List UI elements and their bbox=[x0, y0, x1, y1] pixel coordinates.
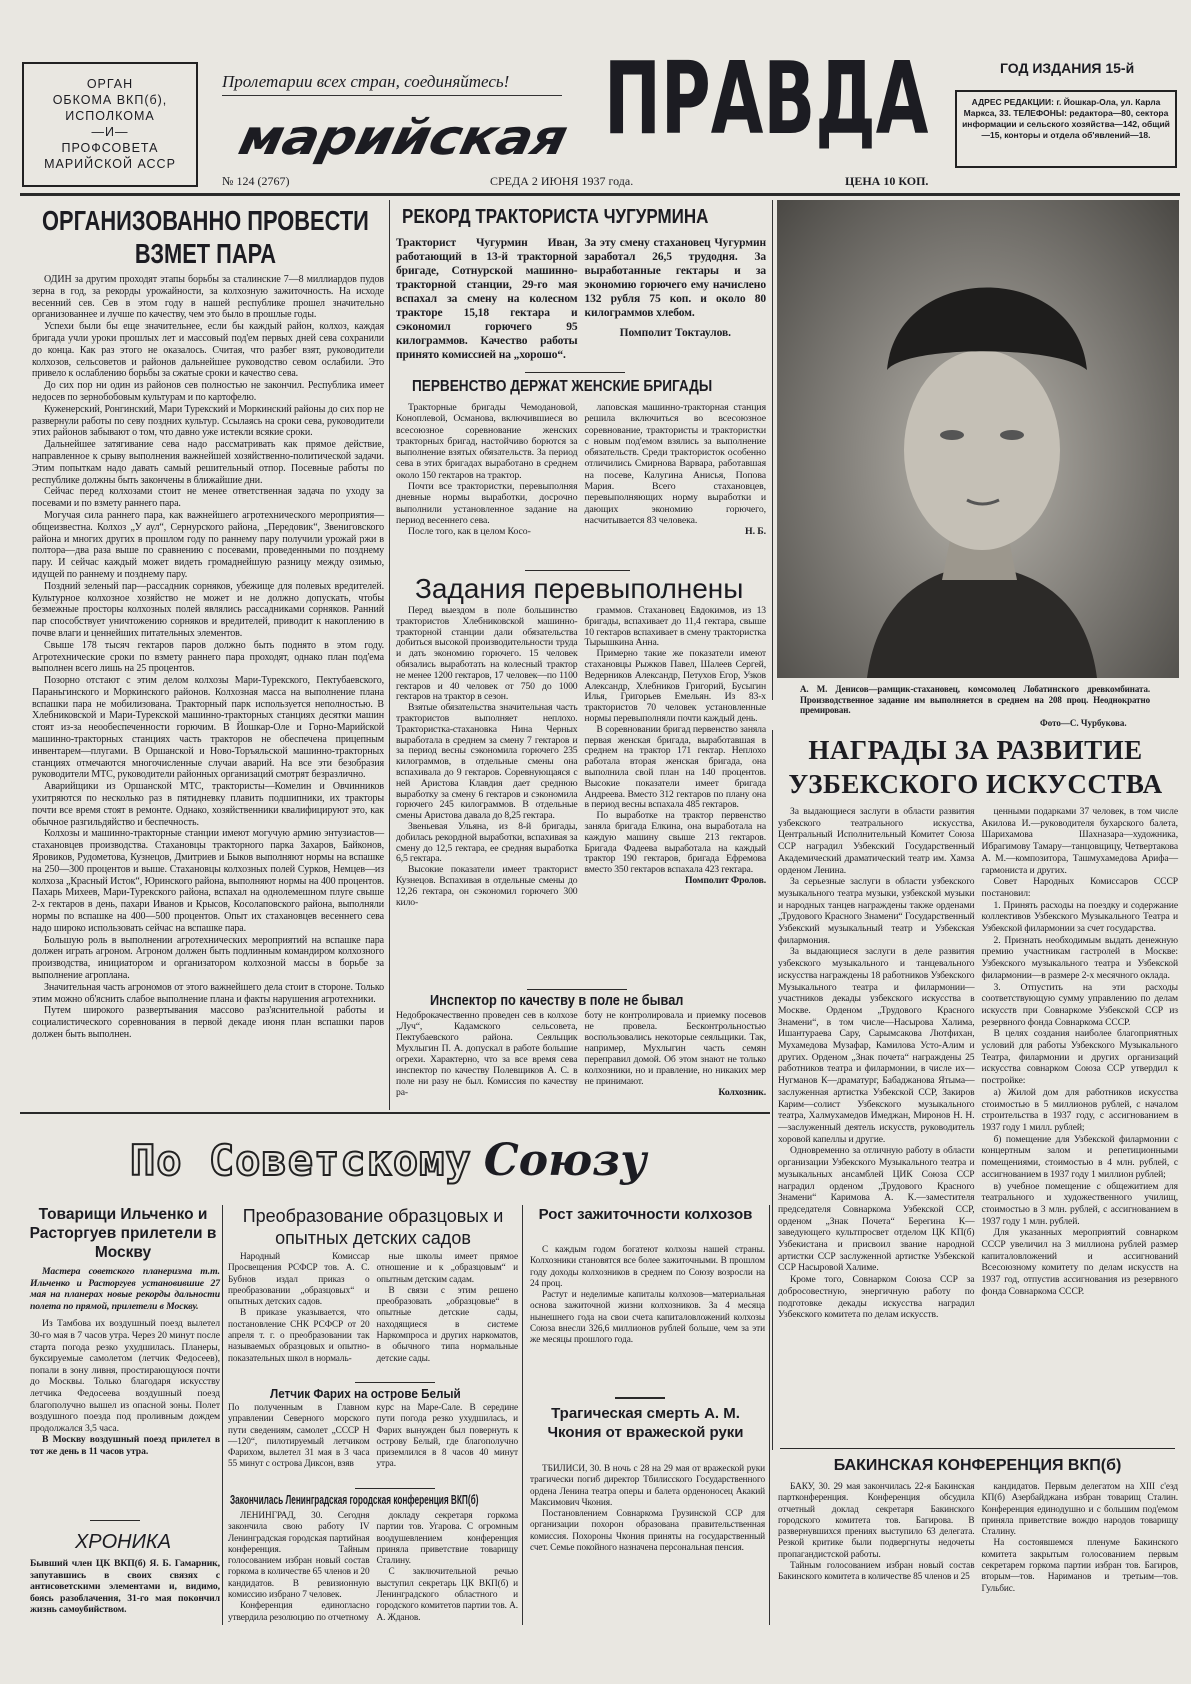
organ-line: ОБКОМА ВКП(б), bbox=[52, 93, 168, 107]
divider bbox=[525, 372, 625, 373]
issue-date: СРЕДА 2 ИЮНЯ 1937 года. bbox=[490, 174, 634, 188]
address-box: АДРЕС РЕДАКЦИИ: г. Йошкар-Ола, ул. Карла Маркса, 33. ТЕЛЕФОНЫ: редактора—80, сектора информации и сельского хозяйства—142, общий—15, конторы и отдела об'явлений—18. bbox=[955, 90, 1177, 168]
paragraph: С каждым годом богатеют колхозы нашей страны. Колхозники становятся все более зажиточными. В прошлом году доходы колхозников в среднем по Союзу возросли на 24 проц. bbox=[530, 1245, 765, 1289]
inspector-col1: Недоброкачественно проведен сев в колхозе „Луч“, Кадамского сельсовета, Пектубаевского района. Сеяльщик Мухлыгин П. А. допускал в работе большие огрехи. Характерно, что за все время сева инспектор по качеству Полевщиков А. С. в поле ни разу не был. Комиссия по качеству ра- bbox=[396, 1010, 578, 1098]
paragraph: Колхозы и машинно-тракторные станции имеют могучую армию энтузиастов—стахановцев производства. Стахановцы тракторного парка Захаров, Байконов, Яровиков, Рудометова, Кузнецов, Дмитриев и Быков выполняют нормы на вспашке на 250—300 процентов и выше. Стахановцы колхозных полей Сурков, Немцев—из колхоза „Красный Исток“, Юринского района, выполняют нормы на 400 процентов. Пахарь Михеев, Мари-Турекского района, вспахал на однолемешном плуге свыше 2-х гектаров в день, пахари Иванов и Крысов, Косолаповского района, выполняли нормы по вспашке на 400—500 процентов. Опыт их стахановцев весеннего сева надо широко использовать сейчас на вспашке пара. bbox=[32, 828, 384, 934]
divider bbox=[527, 989, 627, 990]
paragraph: Совет Народных Комиссаров СССР постановил: bbox=[981, 876, 1178, 899]
divider bbox=[615, 1397, 665, 1399]
record-signature: Помполит Токтаулов. bbox=[619, 327, 731, 339]
baku-title: БАКИНСКАЯ КОНФЕРЕНЦИЯ ВКП(б) bbox=[833, 1457, 1122, 1474]
paragraph: Поздний зеленый пар—рассадник сорняков, убежище для полевых вредителей. Культурное колхозное хозяйство не может и не должно допускать, чтобы безмежные просторы колхозных полей являлись рассадниками сорняков. Ранний пар способствует уничтожению сорняков и вредителей, приводит к накоплению в почве влаги и ценнейших питательных элементов. bbox=[32, 580, 384, 639]
inspector-title: Инспектор по качеству в поле не бывал bbox=[430, 992, 684, 1009]
paragraph: После того, как в целом Косо- bbox=[408, 526, 531, 538]
kindergartens-body bbox=[228, 1252, 518, 1365]
banner-outline-text: По Советскому bbox=[130, 1136, 472, 1185]
leningrad-title: Закончилась Ленинградская городская конференция ВКП(б) bbox=[230, 1493, 479, 1507]
uzbek-body bbox=[778, 806, 1178, 1321]
paragraph: В соревновании бригад первенство заняла первая женская бригада, выработавшая в среднем на трактор 171 гектар. Неплохо работала вторая женская бригада, она выполнила свой план на 140 процентов. Высокие показатели имеет бригада Андреева. Вместо 312 гектаров по плану она в период весны вспахала 485 гектаров. bbox=[584, 723, 766, 811]
paragraph: в) учебное помещение с общежитием для театрального и художественного училищ, стоимостью в 3 млн. рублей, с ассигнованием в 1937 году 1 млн. рублей. bbox=[981, 1180, 1178, 1227]
paragraph: 1. Принять расходы на поездку и содержание коллективов Узбекского Музыкального Театра и Узбекской филармонии за счет государства. bbox=[981, 899, 1178, 935]
kindergartens-title: Преобразование образцовых и опытных детских садов bbox=[242, 1206, 504, 1248]
paragraph: Одновременно за отличную работу в области организации Узбекского Музыкального театра и музыкальных ансамблей ЦИК Союза ССР наградил орденом „Трудового Красного Знамени“ Каримова А. К.—заместителя председателя Совнаркома Узбекской ССР, орденом „Знак Почета“ Берегина К—заведующего культпросвет отделом ЦК КП(б) Узбекистана и присвоил звание народной артистки ССР заслуженной артистке Узбекской ССР Насыровой Халиме. bbox=[778, 1145, 975, 1274]
paragraph: Позорно отстают с этим делом колхозы Мари-Турекского, Пектубаевского, Параньгинского и Моркинского районов. Колхозная масса на выполнение плана вспашки пара не мобилизована. Тракторный парк используется неполностью. В Хлебниковской и Мари-Турекской машинно-тракторных станциях десятки машин стоят из-за неообеспеченности горючим. В Йошкар-Оле и Горно-Марийской машинно-тракторных станциях часть тракторов не обеспечена прицепным инвентарем—плугами. В Оршанской и Ново-Торъяльской машинно-тракторных станциях отмечаются многочисленные случаи аварий. На все эти безобразия руководители МТС, руководители районных организаций смотрят безразлично. bbox=[32, 675, 384, 781]
record-body bbox=[396, 236, 766, 362]
record-col2: За эту смену стахановец Чугурмин заработал 26,5 трудодня. За выработанные гектары и за экономию горючего ему начислено 132 рубля 75 коп. и около 80 килограммов хлебом. bbox=[584, 237, 766, 319]
paragraph: Успехи были бы еще значительнее, если бы каждый район, колхоз, каждая бригада учли уроки прошлых лет и массовый под'ем первых дней сева сохранили до конца. Как раз этого не оказалось. Считая, что разбег взят, руководители колхозов, сельсоветов и районов дальнейшее руководство севом ослабили. Это привело к ослаблению борьбы за сжатые сроки и качество сева. bbox=[32, 321, 384, 380]
paragraph: За выдающиеся заслуги в области развития узбекского театрального искусства, Центральный Исполнительный Комитет Союза ССР наградил Узбекский Государственный Академический драматический театр им. Хамза орденом Ленина. bbox=[778, 806, 975, 876]
paragraph: 3. Отпустить на эти расходы соответствующую сумму управлению по делам искусств при Совнаркоме Узбекской ССР из резервного фонда Совнаркома СССР. bbox=[981, 981, 1178, 1028]
paragraph: докладу секретаря горкома партии тов. Угарова. С огромным воодушевлением конференция приняла приветствие товарищу Сталину. bbox=[376, 1511, 518, 1567]
organ-line: МАРИЙСКОЙ АССР bbox=[44, 157, 176, 171]
uzbek-title: НАГРАДЫ ЗА РАЗВИТИЕ УЗБЕКСКОГО ИСКУССТВА bbox=[788, 735, 1163, 799]
paragraph: кандидатов. Первым делегатом на XIII с'езд КП(б) Азербайджана избран товарищ Сталин. Конференция единодушно и с большим под'емом приняла приветствие вождю народов товарищу Сталину. bbox=[981, 1482, 1178, 1538]
paragraph: Перед выездом в поле большинство трактористов Хлебниковской машинно-тракторной станции дали обязательства добиться высокой производительности труда и дать экономию горючего. 15 человек обязались выработать на колесный трактор не менее 1200 гектаров, 17 человек—по 1100 гектаров и 40 человек от 750 до 1000 гектаров на трактор в сезон. bbox=[396, 605, 578, 703]
paragraph: С заключительной речью выступил секретарь ЦК ВКП(б) и Ленинградского областного и городского комитетов партии тов. А. А. Жданов. bbox=[376, 1567, 518, 1623]
women-body bbox=[396, 402, 766, 538]
tasks-signature: Помполит Фролов. bbox=[684, 874, 766, 886]
paragraph: В целях создания наиболее благоприятных условий для работы Узбекского Музыкального Театра, филармонии и других организаций искусства совнарком Союза ССР утвердил к постройке: bbox=[981, 1028, 1178, 1087]
paragraph: Большую роль в выполнении агротехнических мероприятий на вспашке пара должен играть агроном. Агроном должен быть подлинным командиром колхозного производства, инициатором и организатором колхозной массы в борьбе за выполнение агроплана. bbox=[32, 934, 384, 982]
women-signature: Н. Б. bbox=[745, 526, 766, 538]
paragraph: БАКУ, 30. 29 мая закончилась 22-я Бакинская партконференция. Конференция обсудила отчетный доклад секретаря Бакинского городского комитета тов. Багирова. В развернувшихся прениях выступило 63 делегата. Резкой критике были подвергнуты недочеты пропагандистской работы. bbox=[778, 1482, 975, 1560]
title-script: марийская bbox=[234, 109, 572, 166]
paragraph: Путем широкого развертывания массово раз'яснительной работы и социалистического соревнования в первой декаде июня план вспашки паров должен быть выполнен. bbox=[32, 1005, 384, 1040]
paragraph: ценными подарками 37 человек, в том числе Акилова И.—руководителя бухарского балета, Шарихамова Шахназара—художника, Ибрагимову Тамару—танцовщицу, Четвертакова А. М.—композитора, Ташмухамедова Арифа—гармониста и других. bbox=[981, 806, 1178, 876]
slogan: Пролетарии всех стран, соединяйтесь! bbox=[222, 72, 562, 96]
farikh-body bbox=[228, 1403, 518, 1471]
chkonia-title: Трагическая смерть А. М. Чкония от вражеской руки bbox=[547, 1405, 744, 1441]
paragraph: Для указанных мероприятий совнарком СССР увеличил на 3 миллиона рублей размер капиталовложений и ассигнований Всесоюзному комитету по делам искусств на 1937 год, отпустив ассигнования из резервного фонда Совнаркома СССР. bbox=[981, 1227, 1178, 1297]
pilots-title: Товарищи Ильченко и Расторгуев прилетели в Москву bbox=[29, 1206, 217, 1261]
farikh-col2: курс на Маре-Сале. В середине пути погода резко ухудшилась, и Фарих вынужден был повернуть к острову Белый, где благополучно приземлился в 8 часов 40 минут утра. bbox=[376, 1403, 518, 1470]
paragraph: Аварийщики из Оршанской МТС, трактористы—Комелин и Овчинников ухитряются по несколько раз в пятидневку плавить подшипники, их тракторы почти все время стоят в ремонте. Однако, хозяйственники квалифицируют это, как обычное разгильдяйство и беспечность. bbox=[32, 781, 384, 828]
paragraph: ЛЕНИНГРАД, 30. Сегодня закончила свою работу IV Ленинградская городская партийная конференция. Тайным голосованием избран новый состав горкома в количестве 65 членов и 20 кандидатов. В ревизионную комиссию избрано 7 человек. bbox=[228, 1511, 370, 1601]
paragraph: На состоявшемся пленуме Бакинского комитета закрытым голосованием первым секретарем горкома партии избран тов. Багиров, вторым—тов. Нариманов и третьим—тов. Гульбис. bbox=[981, 1538, 1178, 1594]
lead-title: ОРГАНИЗОВАННО ПРОВЕСТИ ВЗМЕТ ПАРА bbox=[42, 205, 369, 269]
divider bbox=[90, 1520, 140, 1521]
paragraph: а) Жилой дом для работников искусства стоимостью в 5 миллионов рублей, с началом строительства в 1937 году, с ассигнованием в 1937 году 1 милл. рублей; bbox=[981, 1086, 1178, 1133]
section-rule bbox=[20, 1112, 770, 1114]
divider bbox=[780, 1448, 1175, 1449]
section-banner bbox=[130, 1135, 760, 1205]
lead-article-body bbox=[32, 274, 384, 1041]
record-col1: Тракторист Чугурмин Иван, работающий в 13-й тракторной бригаде, Сотнурской машинно-тракторной станции, 29-го мая вспахал за смену на колесном тракторе 15,18 гектара и сэкономил горючего 95 килограммов. Качество работы принято комиссией на „хорошо“. bbox=[396, 237, 578, 361]
paragraph: Тракторные бригады Чемодановой, Коноплевой, Османова, включившиеся во всесоюзное соревнование женских тракторных бригад, настойчиво борются за выполнение взятых обязательств. За период сева в этих бригадах выработано в среднем около 150 гектаров на трактор. bbox=[396, 402, 578, 481]
paragraph: ные школы имеет прямое отношение и к „образцовым“ и опытным детским садам. bbox=[376, 1252, 518, 1285]
paragraph: Куженерский, Ронгинский, Мари Турекский и Моркинский районы до сих пор не развернули работы по севу поздних культур. Ссылаясь на сроки сева, руководители этих районов забывают о том, что давно уже истекли всякие сроки. bbox=[32, 403, 384, 439]
masthead-rule bbox=[20, 193, 1180, 196]
paragraph: Растут и неделимые капиталы колхозов—материальная основа зажиточной жизни колхозников. За 4 месяца нынешнего года на свои счета капиталовложений колхозы Союза внесли 326,6 миллионов рублей больше, чем за эти же месяцы прошлого года. bbox=[530, 1290, 765, 1346]
divider bbox=[355, 1488, 435, 1489]
inspector-col2: боту не контролировала и приемку посевов не провела. Бесконтрольностью воспользовались некоторые сеяльщики. Так, например, Мухлыгин часть семян переправил домой. Об этом знают не только колхозники, но и правление, но никаких мер не принимают. bbox=[584, 1010, 766, 1087]
chronicle-title: ХРОНИКА bbox=[74, 1531, 172, 1553]
organ-line: —И— bbox=[91, 125, 129, 139]
photo-caption: А. М. Денисов—рамщик-стахановец, комсомолец Лобатинского древкомбината. Производственное задание им выполняется в среднем на 208 проц. Неоднократно премирован. bbox=[800, 684, 1150, 715]
kolkhoz-body bbox=[530, 1245, 765, 1347]
paragraph: Постановлением Совнаркома Грузинской ССР для организации похорон образована правительственная комиссия. Похороны Чкония приняты на государственный счет. Семье покойного назначена персональная пенсия. bbox=[530, 1509, 765, 1554]
issue-number: № 124 (2767) bbox=[222, 174, 290, 188]
paragraph: В приказе указывается, что постановление СНК РСФСР от 20 апреля т. г. о преобразовании так называемых образцовых и опытно-показательных школ в нормаль- bbox=[228, 1308, 370, 1364]
chronicle-body: Бывший член ЦК ВКП(б) Я. Б. Гамарник, запутавшись в своих связях с антисоветскими элементами и, видимо, боясь разоблачения, 31-го мая покончил жизнь самоубийством. bbox=[30, 1558, 220, 1616]
photo-credit: Фото—С. Чурбукова. bbox=[1040, 718, 1127, 728]
pilots-lead: Мастера советского планеризма т.т. Ильченко и Расторгуев установившие 27 мая на планерах новые рекорды дальности полета по прямой, прилетели в Москву. bbox=[30, 1266, 220, 1312]
organ-line: ИСПОЛКОМА bbox=[65, 109, 155, 123]
column-rule bbox=[389, 200, 390, 1110]
inspector-signature: Колхозник. bbox=[718, 1087, 766, 1098]
paragraph: За выдающиеся заслуги в деле развития узбекского музыкального и танцевального искусства награждены 18 работников Узбекского Музыкального театра и филармонии—участников декады узбекского искусства в Москве. Орденом „Трудового Красного Знамени“, в том числе—Насырова Халима, Ишантураева Сару, Сарымсакова Лютфихан, Мухамедова Музафар, Камилова Усто-Алим и других. Орденом „Знак почета“ награждены 25 работников театра и филармонии, в числе их—Нугманов К—драматург, Бабаджанова Ятыма—заслуженная артистка Узбекской ССР, Закиров Карим—солист Узбекского музыкального театра, Халмухамедов Имеджан, Миронов Н. Н.—заслуженный деятель искусств, руководитель хоровой капеллы и другие. bbox=[778, 946, 975, 1145]
paragraph: Свыше 178 тысяч гектаров паров должно быть поднято в этом году. Агротехнические сроки по взмету раннего пара проходят, однако план под'ема выполнен всего лишь на 25 процентов. bbox=[32, 639, 384, 675]
paragraph: Звеньевая Ульяна, из 8-й бригады, добилась рекордной выработки, вспахивая за смену до 12,5 гектара, ее средняя выработка 6,5 гектара. bbox=[396, 820, 578, 865]
paragraph: ТБИЛИСИ, 30. В ночь с 28 на 29 мая от вражеской руки трагически погиб директор Тбилисского Государственного ордена Ленина театра оперы и балета орденоносец Акакий Максимович Чкония. bbox=[530, 1464, 765, 1508]
divider bbox=[355, 1382, 435, 1383]
paragraph: граммов. Стахановец Евдокимов, из 13 бригады, вспахивает до 11,4 гектара, свыше 10 гектаров вспахивает в смену трактористка Тырышкина Анна. bbox=[584, 605, 766, 649]
column-rule bbox=[222, 1205, 223, 1625]
farikh-col1: По полученным в Главном управлении Северного морского пути сведениям, самолет „СССР Н—120“, пилотируемый летчиком Фарихом, вылетел 31 мая в 3 часа 55 минут с острова Диксон, взяв bbox=[228, 1403, 370, 1470]
baku-body bbox=[778, 1482, 1178, 1595]
paragraph: Примерно такие же показатели имеют стахановцы Рыжков Павел, Шалеев Сергей, Ведерников Александр, Петухов Егор, Узков Александр, Хлебников Григорий, Бусыгин Илья, Григорьев Емельян. Из 83-х трактористов 70 человек установленные нормы перевыполняли почти каждый день. bbox=[584, 648, 766, 724]
paragraph: 2. Признать необходимым выдать денежную премию участникам гастролей в Москве: Узбекского музыкального театра и Узбекской филармонии—в размере 2-х месячного оклада. bbox=[981, 934, 1178, 981]
paragraph: Взятые обязательства значительная часть трактористов выполняет неплохо. Трактористка-стахановка Нина Черных выработала в среднем за смену 7 гектаров и за период весны сэкономила горючего 235 килограммов, в отдельные смены она вспахивала до 9 гектаров. Соревнующаяся с ней Аристова Клавдия дает среднюю выработку за смену 6 гектаров и сэкономила горючего 245 килограммов. В отдельные смены Аристова давала до 8,25 гектара. bbox=[396, 702, 578, 822]
paragraph: Конференция единогласно утвердила резолюцию по отчетному bbox=[228, 1601, 370, 1623]
kolkhoz-title: Рост зажиточности колхозов bbox=[538, 1206, 753, 1223]
divider bbox=[525, 570, 630, 571]
paragraph: Почти все трактористки, перевыполняя дневные нормы выработки, досрочно выполнили установленное задание на период весеннего сева. bbox=[396, 481, 578, 526]
paragraph: Из Тамбова их воздушный поезд вылетел 30-го мая в 7 часов утра. Через 20 минут после старта погода резко ухудшилась. Планеры, буксируемые самолетом (летчик Федосеев), попали в зону ливня, простирающуюся почти до Москвы. Только благодаря искусству летчика Федосеева воздушный поезд благополучно вышел из опасной зоны. Полет воздушного поезда под проливным дождем продолжался 3,5 часа. bbox=[30, 1318, 220, 1434]
price: ЦЕНА 10 КОП. bbox=[845, 174, 929, 188]
column-rule bbox=[772, 730, 773, 1450]
tasks-body bbox=[396, 606, 766, 908]
paragraph: Высокие показатели имеет тракторист Кузнецов. Вспахивая в отдельные смены до 12,26 гектара, он сэкономил горючего 300 кило- bbox=[396, 864, 578, 908]
inspector-body bbox=[396, 1010, 766, 1098]
paragraph: Значительная часть агрономов от этого важнейшего дела стоит в стороне. Только этим можно об'яснить слабое выполнение плана и факты нарушения агротехники. bbox=[32, 981, 384, 1005]
paragraph: Могучая сила раннего пара, как важнейшего агротехнического мероприятия—общеизвестна. Колхоз „У аул“, Сернурского района, „Передовик“, Звениговского района и многих других в прошлом году по раннему пару получили урожай ржи в полтора—два раза выше по сравнению с посевами, проведенными по позднему пару. И сейчас каждый может видеть громаднейшую разницу между озимью, идущей по раннему и позднему пару. bbox=[32, 509, 384, 580]
record-title: РЕКОРД ТРАКТОРИСТА ЧУГУРМИНА bbox=[402, 206, 709, 228]
paragraph: По выработке на трактор первенство заняла бригада Елкина, она выработала на каждую машину свыше 213 гектаров. Бригада Фадеева выработала на каждый трактор 190 гектаров, бригада Ефремова вместо 350 гектаров вспахала 423 гектара. bbox=[584, 810, 766, 876]
banner-script-text: Союзу bbox=[483, 1135, 647, 1186]
year-of-publication: ГОД ИЗДАНИЯ 15-й bbox=[1000, 60, 1135, 76]
paragraph: Кроме того, Совнарком Союза ССР за добросовестную, энергичную работу по подготовке декады искусства наградил Узбекского комитета по делам искусств. bbox=[778, 1274, 975, 1321]
portrait-photo bbox=[777, 200, 1179, 678]
farikh-title: Летчик Фарих на острове Белый bbox=[270, 1386, 461, 1401]
portrait-figure bbox=[777, 200, 1179, 678]
paragraph: Народный Комиссар Просвещения РСФСР тов. А. С. Бубнов издал приказ о преобразовании „образцовых“ и опытных детских садов. bbox=[228, 1252, 370, 1308]
paragraph: До сих пор ни один из районов сев полностью не закончил. Республика имеет недосев по зернобобовым культурам и по картофелю. bbox=[32, 380, 384, 403]
women-title: ПЕРВЕНСТВО ДЕРЖАТ ЖЕНСКИЕ БРИГАДЫ bbox=[412, 378, 713, 395]
title-block: ПРАВДА bbox=[604, 40, 929, 157]
paragraph: В связи с этим решено преобразовать „образцовые“ в опытные детские сады, находящиеся в системе Наркомпроса и других наркоматов, в обычного типа нормальные детские сады. bbox=[376, 1285, 518, 1364]
paragraph: ОДИН за другим проходят этапы борьбы за сталинские 7—8 миллиардов пудов зерна в год, за рекорды урожайности, за колхозную зажиточность. На исходе весенний сев. Сев в этом году в нашей республике прошел значительно организованнее и лучше по качеству, чем это было в прошлые годы. bbox=[32, 274, 384, 321]
column-rule bbox=[772, 200, 773, 700]
paragraph: б) помещение для Узбекской филармонии с концертным залом и репетиционными помещениями, стоимостью в 4 млн. рублей, с ассигнованием в 1937 году 1 миллион рублей; bbox=[981, 1133, 1178, 1180]
organ-line: ПРОФСОВЕТА bbox=[61, 141, 159, 155]
paragraph: Тайным голосованием избран новый состав Бакинского комитета в количестве 85 членов и 25 bbox=[778, 1561, 975, 1583]
column-rule bbox=[769, 1205, 770, 1625]
chkonia-body bbox=[530, 1464, 765, 1554]
leningrad-body bbox=[228, 1511, 518, 1624]
paragraph: Сейчас перед колхозами стоит не менее ответственная задача по уходу за посевами и по взмету раннего пара. bbox=[32, 486, 384, 510]
pilots-body bbox=[30, 1266, 220, 1458]
paragraph: лаповская машинно-тракторная станция решила включиться во всесоюзное соревнование, трактористы и трактористки с новым под'емом взялись за выполнение обязательств. Среди трактористок особенно отличились Смирнова Варвара, работавшая на посеве, Калугина Анисья, Попова Мария. Всего стахановцев, перевыполняющих норму выработки и дающих экономию горючего, насчитывается 83 человека. bbox=[584, 402, 766, 526]
masthead-organ-box bbox=[22, 62, 198, 187]
organ-line: ОРГАН bbox=[86, 77, 134, 91]
paragraph: За серьезные заслуги в области узбекского музыкального театра музыки, узбекской музыки и народных танцев награждены также орденами „Трудового Красного Знамени“ Государственный Узбекский музыкальный театр и Узбекская филармония. bbox=[778, 876, 975, 946]
paragraph: В Москву воздушный поезд прилетел в тот же день в 11 часов утра. bbox=[30, 1434, 220, 1457]
column-rule bbox=[522, 1205, 523, 1625]
paragraph: Дальнейшее затягивание сева надо рассматривать как прямое действие, направленное к срыву выполнения важнейшей хозяйственно-политической задачи. Этим попыткам надо давать самый решительный отпор. Посевные работы по республике должны быть закончены в ближайшие дни. bbox=[32, 439, 384, 486]
tasks-title: Задания перевыполнены bbox=[415, 573, 744, 604]
